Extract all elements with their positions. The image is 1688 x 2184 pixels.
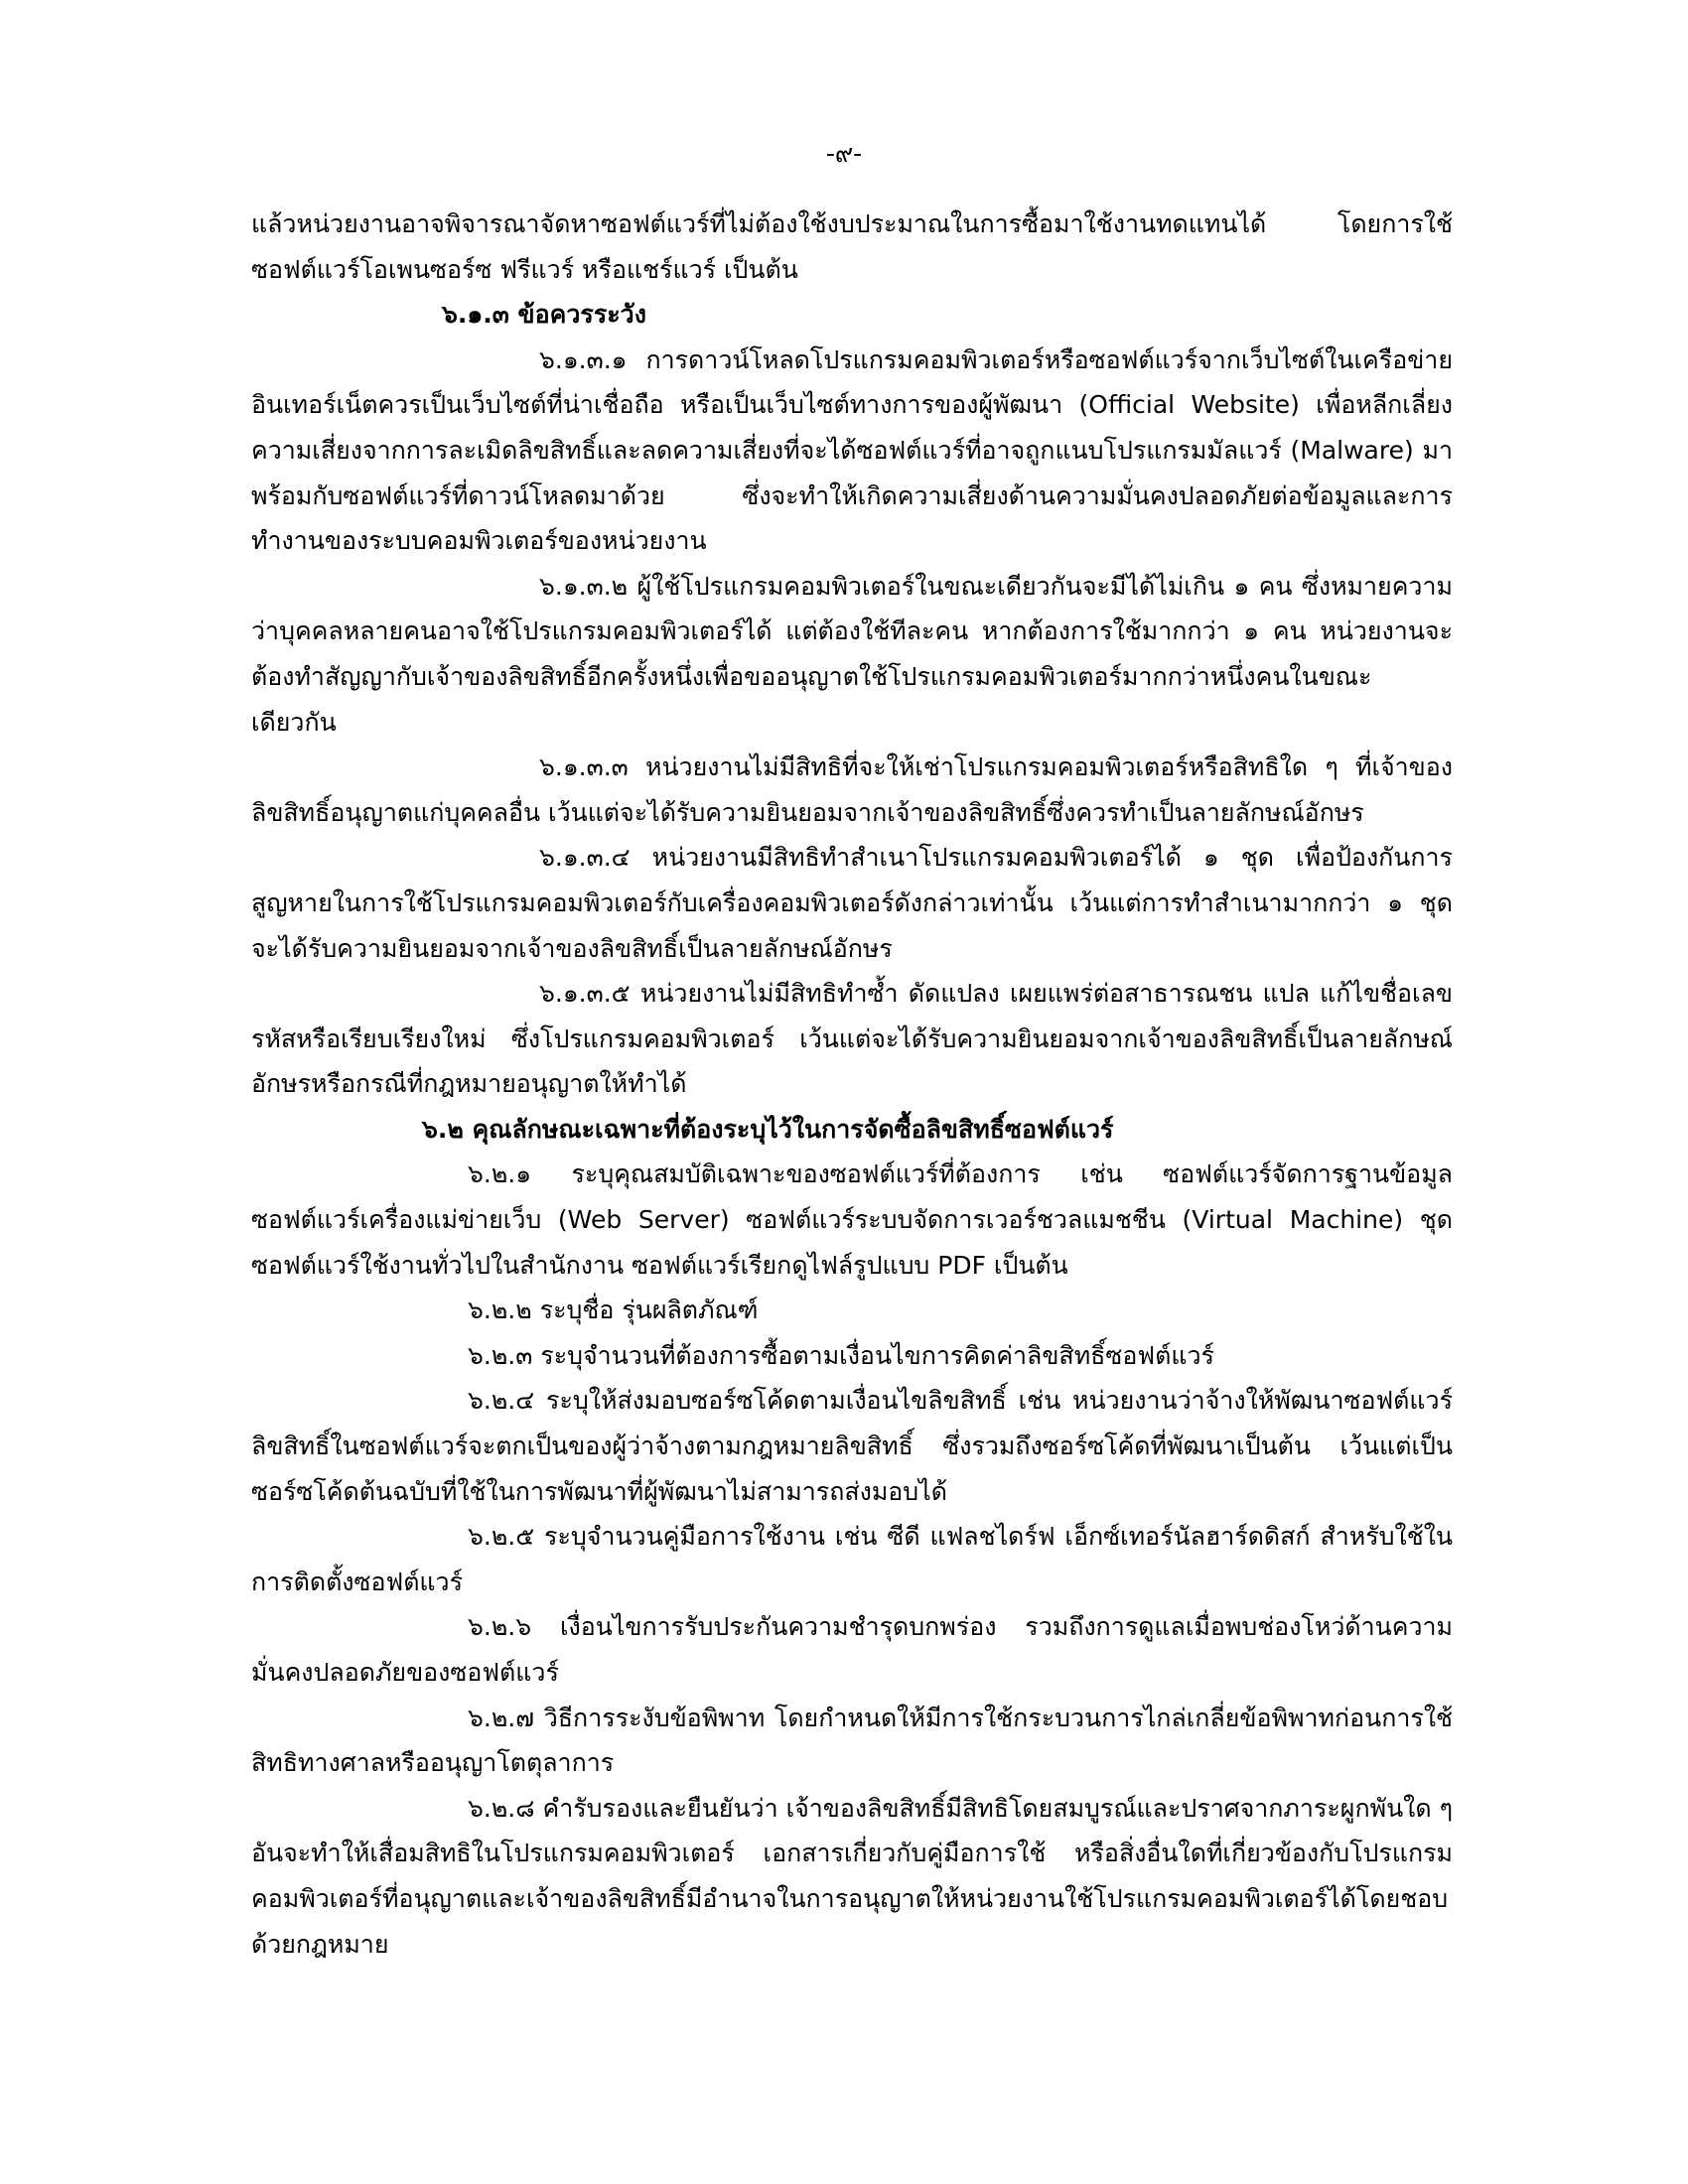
paragraph: ๖.๑.๓.๓ หน่วยงานไม่มีสิทธิที่จะให้เช่าโปรแกรมคอมพิวเตอร์หรือสิทธิใด ๆ ที่เจ้าของลิขสิทธิ์อนุญาตแก่บุคคลอื่น เว้นแต่จะได้รับความยินยอมจากเจ้าของลิขสิทธิ์ซึ่งควรทำเป็นลายลักษณ์อักษร — [251, 752, 1453, 827]
paragraph: ๖.๒.๓ ระบุจำนวนที่ต้องการซื้อตามเงื่อนไขการคิดค่าลิขสิทธิ์ซอฟต์แวร์ — [468, 1340, 1214, 1370]
paragraph: ๖.๑.๓.๑ การดาวน์โหลดโปรแกรมคอมพิวเตอร์หรือซอฟต์แวร์จากเว็บไซต์ในเครือข่ายอินเทอร์เน็ตควรเป็นเว็บไซต์ที่น่าเชื่อถือ หรือเป็นเว็บไซต์ทางการของผู้พัฒนา (Official Website) เพื่อหลีกเลี่ยงความเสี่ยงจากการละเมิดลิขสิทธิ์และลดความเสี่ยงที่จะได้ซอฟต์แวร์ที่อาจถูกแนบโปรแกรมมัลแวร์ (Malware) มาพร้อมกับซอฟต์แวร์ที่ดาวน์โหลดมาด้วย ซึ่งจะทำให้เกิดความเสี่ยงด้านความมั่นคงปลอดภัยต่อข้อมูลและการทำงานของระบบคอมพิวเตอร์ของหน่วยงาน — [251, 344, 1453, 556]
paragraph: ๖.๒.๔ ระบุให้ส่งมอบซอร์ซโค้ดตามเงื่อนไขลิขสิทธิ์ เช่น หน่วยงานว่าจ้างให้พัฒนาซอฟต์แวร์ลิขสิทธิ์ในซอฟต์แวร์จะตกเป็นของผู้ว่าจ้างตามกฎหมายลิขสิทธิ์ ซึ่งรวมถึงซอร์ซโค้ดที่พัฒนาเป็นต้น เว้นแต่เป็นซอร์ซโค้ดต้นฉบับที่ใช้ในการพัฒนาที่ผู้พัฒนาไม่สามารถส่งมอบได้ — [251, 1386, 1453, 1506]
section-heading: ๖.๒ คุณลักษณะเฉพาะที่ต้องระบุไว้ในการจัดซื้อลิขสิทธิ์ซอฟต์แวร์ — [422, 1114, 1114, 1144]
paragraph: ๖.๒.๗ วิธีการระงับข้อพิพาท โดยกำหนดให้มีการใช้กระบวนการไกล่เกลี่ยข้อพิพาทก่อนการใช้สิทธิทางศาลหรืออนุญาโตตุลาการ — [251, 1703, 1453, 1778]
paragraph: ๖.๑.๓.๒ ผู้ใช้โปรแกรมคอมพิวเตอร์ในขณะเดียวกันจะมีได้ไม่เกิน ๑ คน ซึ่งหมายความว่าบุคคลหลายคนอาจใช้โปรแกรมคอมพิวเตอร์ได้ แต่ต้องใช้ทีละคน หากต้องการใช้มากกว่า ๑ คน หน่วยงานจะต้องทำสัญญากับเจ้าของลิขสิทธิ์อีกครั้งหนึ่งเพื่อขออนุญาตใช้โปรแกรมคอมพิวเตอร์มากกว่าหนึ่งคนในขณะเดียวกัน — [251, 571, 1453, 737]
paragraph: ๖.๒.๖ เงื่อนไขการรับประกันความชำรุดบกพร่อง รวมถึงการดูแลเมื่อพบช่องโหว่ด้านความมั่นคงปลอดภัยของซอฟต์แวร์ — [251, 1612, 1453, 1687]
paragraph: ๖.๑.๓.๔ หน่วยงานมีสิทธิทำสำเนาโปรแกรมคอมพิวเตอร์ได้ ๑ ชุด เพื่อป้องกันการสูญหายในการใช้โปรแกรมคอมพิวเตอร์กับเครื่องคอมพิวเตอร์ดังกล่าวเท่านั้น เว้นแต่การทำสำเนามากกว่า ๑ ชุด จะได้รับความยินยอมจากเจ้าของลิขสิทธิ์เป็นลายลักษณ์อักษร — [251, 843, 1453, 963]
paragraph: ๖.๒.๕ ระบุจำนวนคู่มือการใช้งาน เช่น ซีดี แฟลชไดร์ฟ เอ็กซ์เทอร์นัลฮาร์ดดิสก์ สำหรับใช้ในการติดตั้งซอฟต์แวร์ — [251, 1522, 1453, 1596]
document-body — [251, 202, 1453, 1967]
paragraph: ๖.๒.๘ คำรับรองและยืนยันว่า เจ้าของลิขสิทธิ์มีสิทธิโดยสมบูรณ์และปราศจากภาระผูกพันใด ๆ อันจะทำให้เสื่อมสิทธิในโปรแกรมคอมพิวเตอร์ เอกสารเกี่ยวกับคู่มือการใช้ หรือสิ่งอื่นใดที่เกี่ยวข้องกับโปรแกรมคอมพิวเตอร์ที่อนุญาตและเจ้าของลิขสิทธิ์มีอำนาจในการอนุญาตให้หน่วยงานใช้โปรแกรมคอมพิวเตอร์ได้โดยชอบด้วยกฎหมาย — [251, 1793, 1453, 1959]
paragraph: ๖.๒.๑ ระบุคุณสมบัติเฉพาะของซอฟต์แวร์ที่ต้องการ เช่น ซอฟต์แวร์จัดการฐานข้อมูลซอฟต์แวร์เครื่องแม่ข่ายเว็บ (Web Server) ซอฟต์แวร์ระบบจัดการเวอร์ชวลแมชชีน (Virtual Machine) ชุดซอฟต์แวร์ใช้งานทั่วไปในสำนักงาน ซอฟต์แวร์เรียกดูไฟล์รูปแบบ PDF เป็นต้น — [251, 1160, 1453, 1280]
paragraph: ๖.๑.๓.๕ หน่วยงานไม่มีสิทธิทำซ้ำ ดัดแปลง เผยแพร่ต่อสาธารณชน แปล แก้ไขชื่อเลขรหัสหรือเรียบเรียงใหม่ ซึ่งโปรแกรมคอมพิวเตอร์ เว้นแต่จะได้รับความยินยอมจากเจ้าของลิขสิทธิ์เป็นลายลักษณ์อักษรหรือกรณีที่กฎหมายอนุญาตให้ทำได้ — [251, 979, 1453, 1099]
subsection-heading: ๖.๑.๓ ข้อควรระวัง — [442, 300, 646, 330]
page-number: -๙- — [825, 139, 863, 168]
paragraph: ๖.๒.๒ ระบุชื่อ รุ่นผลิตภัณฑ์ — [468, 1296, 759, 1325]
paragraph: แล้วหน่วยงานอาจพิจารณาจัดหาซอฟต์แวร์ที่ไม่ต้องใช้งบประมาณในการซื้อมาใช้งานทดแทนได้ โดยการใช้ซอฟต์แวร์โอเพนซอร์ซ ฟรีแวร์ หรือแชร์แวร์ เป็นต้น — [251, 209, 1453, 284]
